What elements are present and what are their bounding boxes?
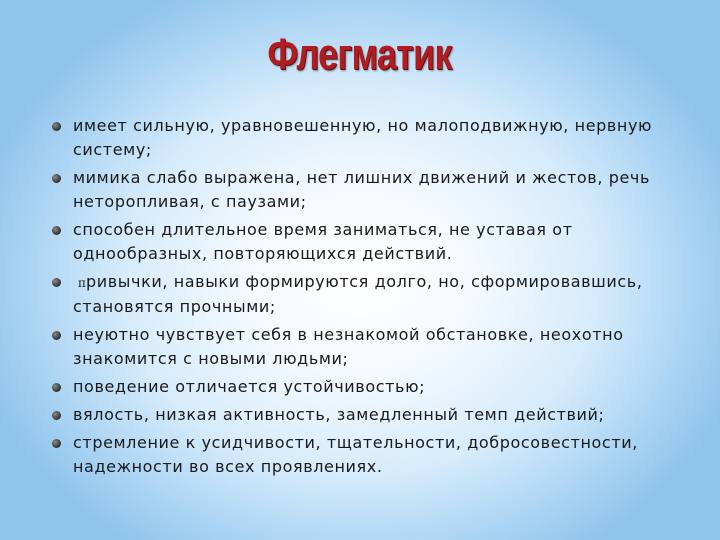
bullet-icon bbox=[52, 226, 61, 235]
slide-title bbox=[64, 30, 654, 80]
list-item-lead-letter: п bbox=[78, 276, 86, 290]
list-item bbox=[48, 270, 678, 319]
list-item-text: вялость, низкая активность, замедленный темп действий; bbox=[73, 405, 605, 424]
bullet-list bbox=[48, 114, 678, 483]
bullet-icon bbox=[52, 411, 61, 420]
list-item-text: стремление к усидчивости, тщательности, добросовестности, надежности во всех проявлениях. bbox=[73, 433, 638, 476]
list-item bbox=[48, 166, 678, 214]
list-item bbox=[48, 403, 678, 427]
bullet-icon bbox=[52, 331, 61, 340]
list-item-text: способен длительное время заниматься, не уставая от однообразных, повторяющихся действий. bbox=[73, 220, 573, 263]
list-item bbox=[48, 323, 678, 371]
bullet-icon bbox=[52, 122, 61, 131]
list-item bbox=[48, 218, 678, 266]
list-item-text: поведение отличается устойчивостью; bbox=[73, 377, 426, 396]
bullet-icon bbox=[52, 439, 61, 448]
list-item-text: ривычки, навыки формируются долго, но, сформировавшись, становятся прочными; bbox=[73, 272, 643, 316]
list-item bbox=[48, 431, 678, 479]
slide-title-text: Флегматик bbox=[267, 30, 452, 79]
list-item bbox=[48, 114, 678, 162]
list-item bbox=[48, 375, 678, 399]
bullet-icon bbox=[52, 383, 61, 392]
list-item-text: имеет сильную, уравновешенную, но малоподвижную, нервную систему; bbox=[73, 116, 653, 159]
bullet-icon bbox=[52, 278, 61, 287]
list-item-text: мимика слабо выражена, нет лишних движений и жестов, речь неторопливая, с паузами; bbox=[73, 168, 650, 211]
bullet-icon bbox=[52, 174, 61, 183]
list-item-text: неуютно чувствует себя в незнакомой обстановке, неохотно знакомится с новыми людьми; bbox=[73, 325, 624, 368]
